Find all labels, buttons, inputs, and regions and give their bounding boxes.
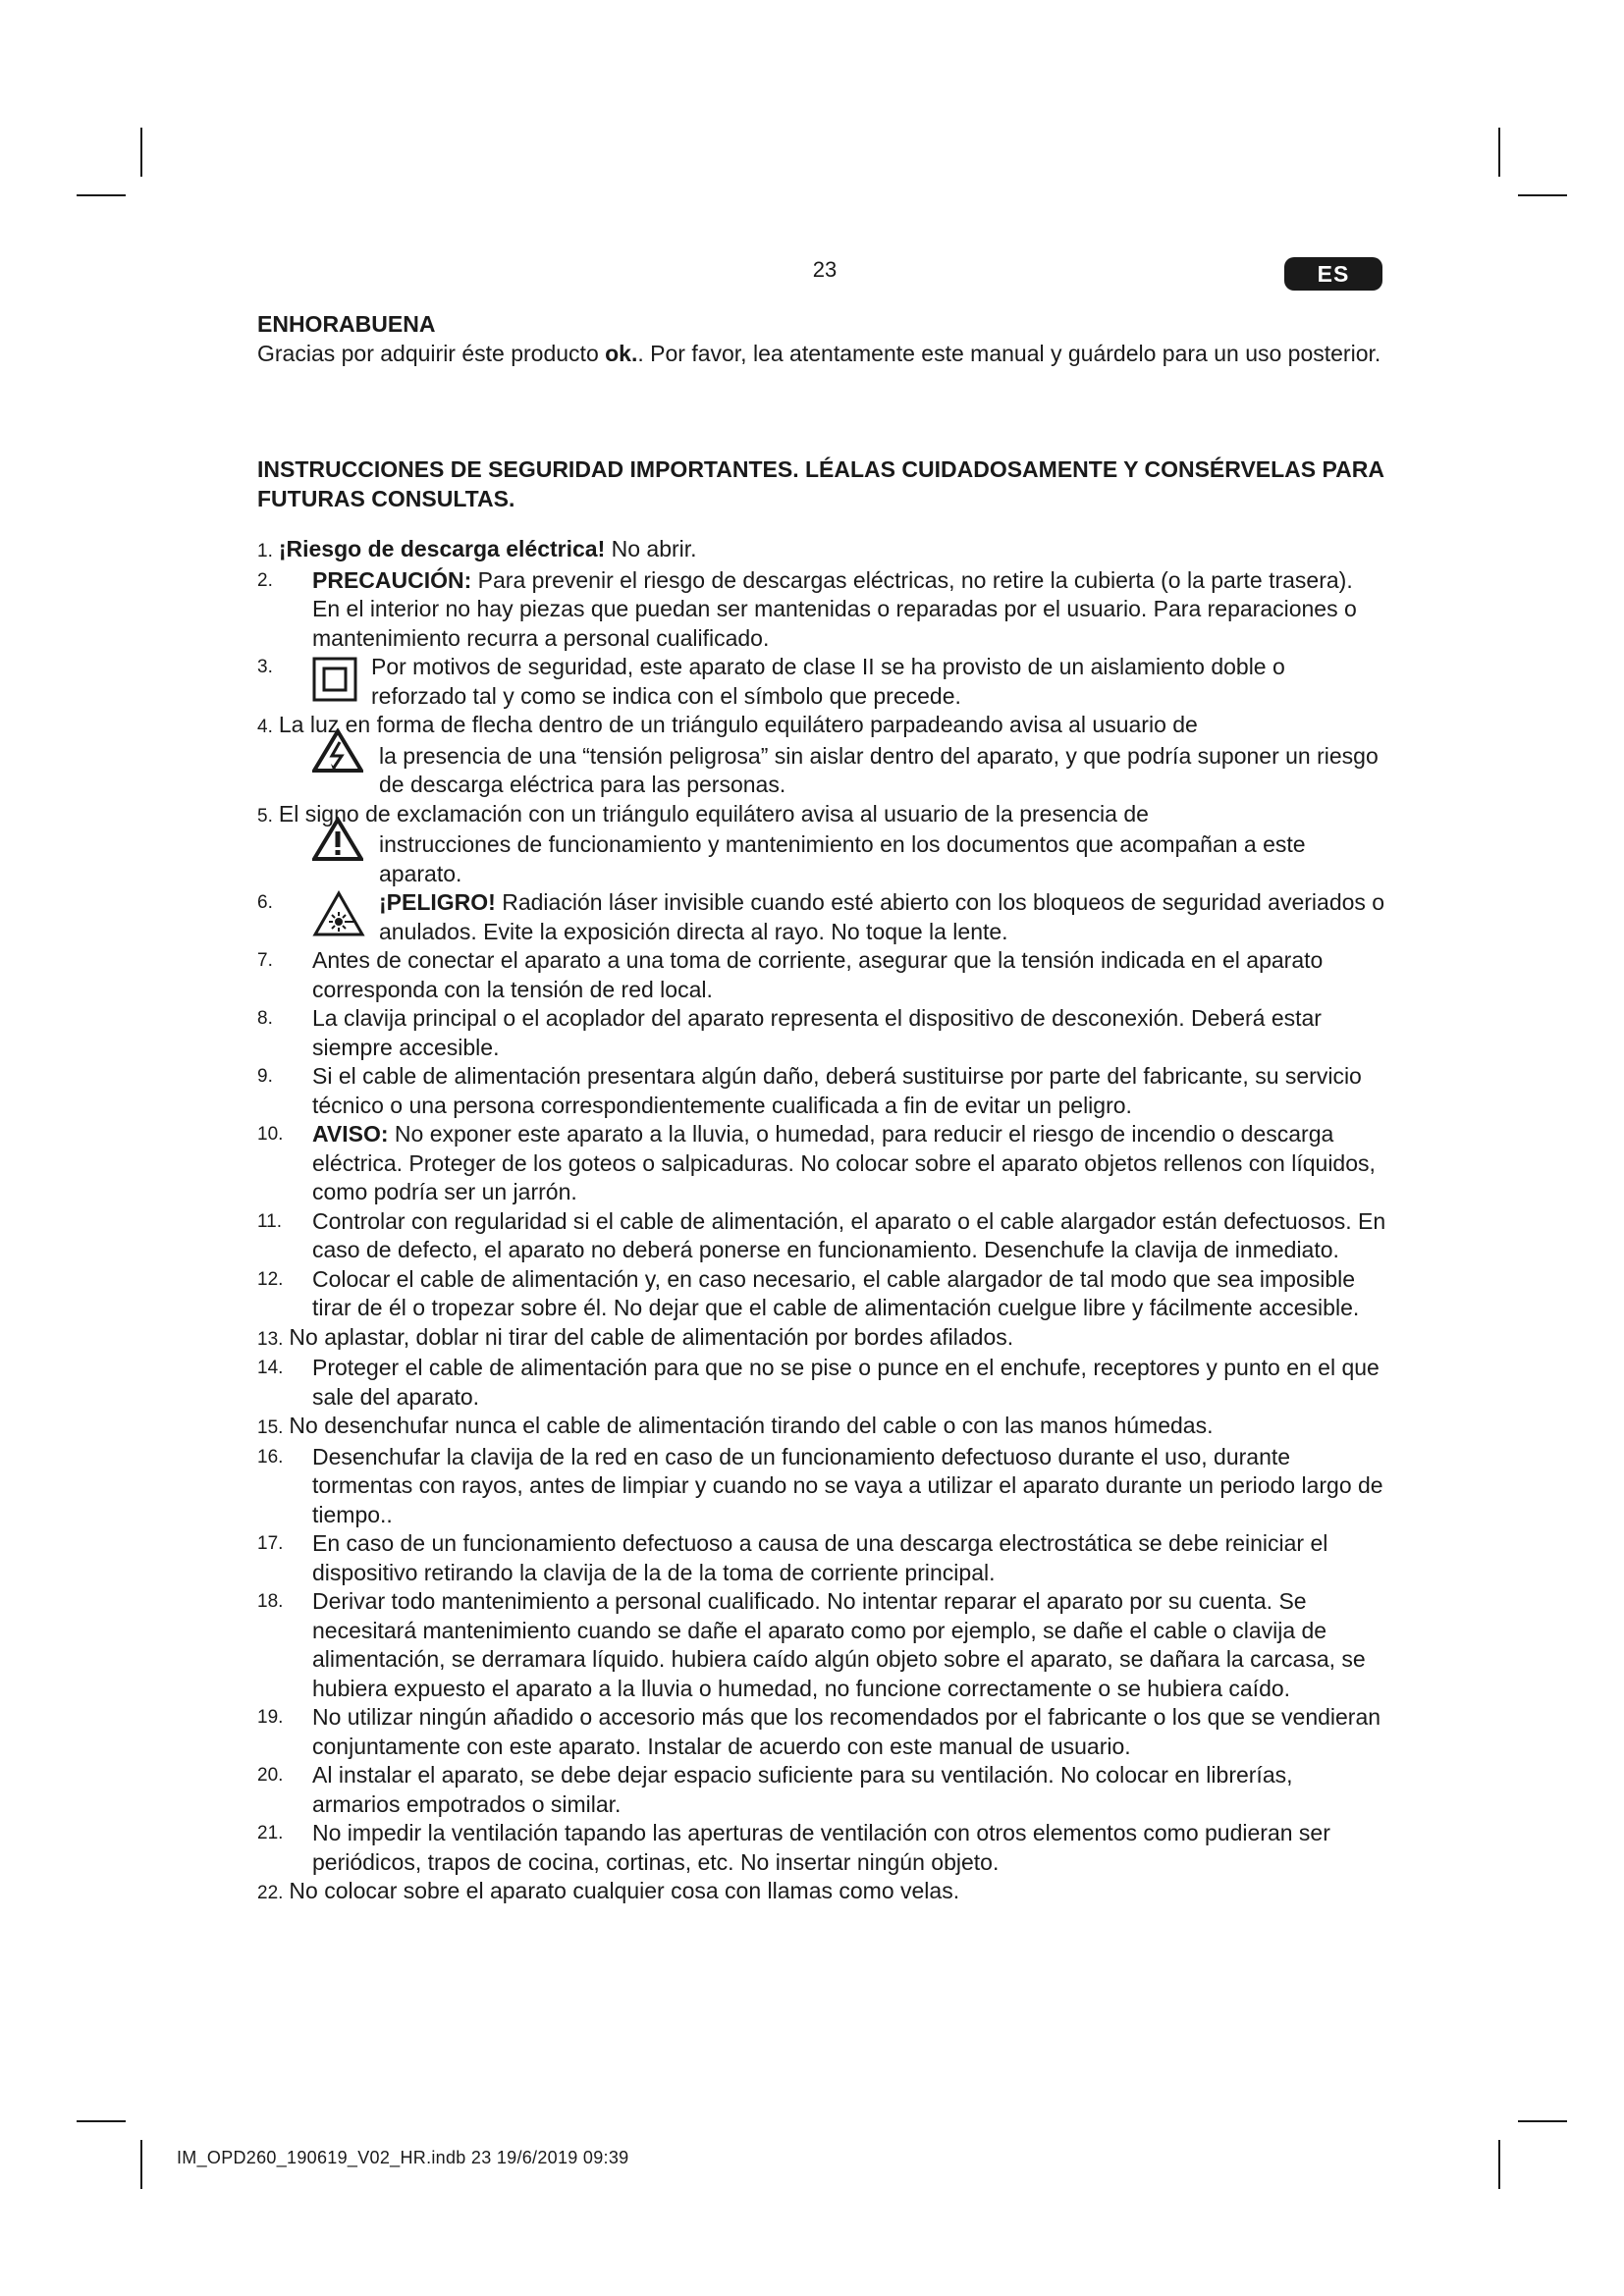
item-number: 21. [257, 1823, 284, 1843]
item-number: 4. [257, 717, 273, 737]
list-item [257, 1761, 1386, 1819]
item-text: Derivar todo mantenimiento a personal cualificado. No intentar reparar el aparato por su cuenta. Se necesitará mantenimiento cuando se dañe el aparato como por ejemplo, se dañe el cable o clavija de alimentación, se derramara líquido. hubiera caído algún objeto sobre el aparato, se dañara la carcasa, se hubiera expuesto el aparato a la lluvia o humedad, no funcione correctamente o se hubiera caído. [312, 1588, 1366, 1701]
lightning-triangle-icon [312, 728, 363, 781]
congrats-heading: ENHORABUENA [257, 311, 436, 337]
item-number: 9. [257, 1066, 273, 1087]
page-number: 23 [812, 257, 838, 282]
item-text: Colocar el cable de alimentación y, en caso necesario, el cable alargador de tal modo que sea imposible tirar de él o tropezar sobre él. No dejar que el cable de alimentación cuelgue libre y fácilmente accesible. [312, 1265, 1360, 1320]
list-item [257, 1323, 1386, 1355]
laser-warning-icon [312, 890, 365, 945]
item-number: 6. [257, 892, 273, 913]
item-text: No aplastar, doblar ni tirar del cable de alimentación por bordes afilados. [289, 1323, 1014, 1350]
list-item [257, 946, 1386, 1004]
item-bold-text: ¡PELIGRO! [379, 889, 496, 915]
item-number: 2. [257, 569, 273, 591]
language-badge: ES [1284, 257, 1382, 291]
item-bold-text: PRECAUCIÓN: [312, 566, 472, 593]
item-text: Desenchufar la clavija de la red en caso de un funcionamiento defectuoso durante el uso, durante tormentas con rayos, antes de limpiar y cuando no se vaya a utilizar el aparato durante un periodo largo de tiempo.. [312, 1443, 1383, 1527]
item-text: Por motivos de seguridad, este aparato de clase II se ha provisto de un aislamiento doble o reforzado tal y como se indica con el símbolo que precede. [371, 654, 1285, 709]
item-bold-text: ¡Riesgo de descarga eléctrica! [278, 536, 606, 561]
list-item [257, 1120, 1386, 1207]
item-text: La clavija principal o el acoplador del aparato representa el dispositivo de desconexión. Deberá estar siempre accesible. [312, 1005, 1322, 1060]
safety-heading: INSTRUCCIONES DE SEGURIDAD IMPORTANTES. LÉALAS CUIDADOSAMENTE Y CONSÉRVELAS PARA FUTURAS CONSULTAS. [257, 456, 1384, 511]
item-number: 8. [257, 1008, 273, 1029]
safety-instructions-list [257, 535, 1386, 1908]
item-number: 7. [257, 950, 273, 971]
item-number: 19. [257, 1707, 284, 1728]
list-item [257, 653, 1386, 711]
item-continuation [257, 742, 1386, 800]
list-item [257, 1207, 1386, 1265]
list-item [257, 800, 1386, 889]
list-item [257, 1443, 1386, 1530]
item-text: No impedir la ventilación tapando las aperturas de ventilación con otros elementos como pudieran ser periódicos, trapos de cocina, cortinas, etc. No insertar ningún objeto. [312, 1820, 1330, 1875]
item-text: instrucciones de funcionamiento y mantenimiento en los documentos que acompañan a este aparato. [379, 831, 1306, 886]
list-item [257, 711, 1386, 800]
item-text: la presencia de una “tensión peligrosa” sin aislar dentro del aparato, y que podría suponer un riesgo de descarga eléctrica para las personas. [379, 742, 1379, 797]
item-text: Controlar con regularidad si el cable de alimentación, el aparato o el cable alargador están defectuosos. En caso de defecto, el aparato no deberá ponerse en funcionamiento. Desenchufe la clavija de inmediato. [312, 1207, 1386, 1262]
item-continuation [257, 830, 1386, 888]
crop-mark [77, 2120, 126, 2122]
print-slug-footer: IM_OPD260_190619_V02_HR.indb 23 19/6/2019 09:39 [177, 2148, 629, 2167]
item-text: En caso de un funcionamiento defectuoso a causa de una descarga electrostática se debe reiniciar el dispositivo retirando la clavija de la de la toma de corriente principal. [312, 1530, 1328, 1585]
congrats-paragraph [257, 340, 1386, 369]
item-bold-text: AVISO: [312, 1121, 389, 1147]
item-text: No desenchufar nunca el cable de alimentación tirando del cable o con las manos húmedas. [289, 1413, 1214, 1438]
item-number: 13. [257, 1328, 284, 1350]
item-text: Para prevenir el riesgo de descargas eléctricas, no retire la cubierta (o la parte trasera). En el interior no hay piezas que puedan ser mantenidas o reparadas por el usuario. Para reparaciones o mantenimiento recurra a personal cualificado. [312, 566, 1357, 651]
document-body [257, 310, 1386, 1908]
brand-name: ok. [605, 340, 638, 366]
item-text: No abrir. [605, 536, 697, 561]
item-number: 18. [257, 1591, 284, 1612]
item-number: 11. [257, 1210, 283, 1232]
item-text: No colocar sobre el aparato cualquier cosa con llamas como velas. [289, 1878, 960, 1903]
list-item [257, 566, 1386, 654]
class-ii-double-square-icon [312, 657, 357, 710]
list-item [257, 1703, 1386, 1761]
item-number: 12. [257, 1268, 284, 1290]
list-item [257, 1529, 1386, 1587]
item-number: 5. [257, 805, 273, 827]
item-text: Proteger el cable de alimentación para que no se pise o punce en el enchufe, receptores y punto en el que sale del aparato. [312, 1355, 1380, 1410]
congrats-text-start: Gracias por adquirir éste producto [257, 340, 606, 366]
crop-mark [1498, 128, 1500, 177]
item-number: 15. [257, 1417, 284, 1438]
item-number: 22. [257, 1883, 284, 1903]
list-item [257, 1412, 1386, 1443]
item-text: Al instalar el aparato, se debe dejar espacio suficiente para su ventilación. No colocar en librerías, armarios empotrados o similar. [312, 1762, 1293, 1817]
list-item [257, 1265, 1386, 1323]
list-item [257, 1587, 1386, 1703]
crop-mark [140, 2140, 142, 2189]
item-text: Radiación láser invisible cuando esté abierto con los bloqueos de seguridad averiados o anulados. Evite la exposición directa al rayo. No toque la lente. [379, 889, 1385, 944]
congrats-text-end: . Por favor, lea atentamente este manual y guárdelo para un uso posterior. [637, 340, 1381, 366]
crop-mark [1518, 194, 1567, 196]
item-lead-text: La luz en forma de flecha dentro de un triángulo equilátero parpadeando avisa al usuario de [278, 712, 1198, 737]
item-text: Antes de conectar el aparato a una toma de corriente, asegurar que la tensión indicada en el aparato corresponda con la tensión de red local. [312, 947, 1324, 1002]
item-text: Si el cable de alimentación presentara algún daño, deberá sustituirse por parte del fabricante, su servicio técnico o una persona correspondientemente cualificada a fin de evitar un peligro. [312, 1063, 1362, 1118]
list-item [257, 888, 1386, 946]
list-item [257, 1877, 1386, 1908]
list-item [257, 1354, 1386, 1412]
crop-mark [1518, 2120, 1567, 2122]
crop-mark [77, 194, 126, 196]
item-text: No utilizar ningún añadido o accesorio más que los recomendados por el fabricante o los que se vendieran conjuntamente con este aparato. Instalar de acuerdo con este manual de usuario. [312, 1704, 1381, 1759]
item-number: 1. [257, 541, 273, 561]
item-lead-text: El signo de exclamación con un triángulo equilátero avisa al usuario de la presencia de [278, 800, 1149, 827]
list-item [257, 1819, 1386, 1877]
item-number: 14. [257, 1358, 284, 1378]
item-number: 16. [257, 1446, 284, 1468]
item-text: No exponer este aparato a la lluvia, o humedad, para reducir el riesgo de incendio o descarga eléctrica. Proteger de los goteos o salpicaduras. No colocar sobre el aparato objetos rellenos con líquidos, como podría ser un jarrón. [312, 1121, 1376, 1204]
crop-mark [1498, 2140, 1500, 2189]
item-number: 20. [257, 1765, 284, 1786]
crop-mark [140, 128, 142, 177]
exclamation-triangle-icon [312, 817, 363, 870]
list-item [257, 1062, 1386, 1120]
item-number: 17. [257, 1533, 284, 1554]
item-number: 10. [257, 1124, 284, 1145]
list-item [257, 1004, 1386, 1062]
list-item [257, 535, 1386, 566]
item-number: 3. [257, 657, 273, 677]
